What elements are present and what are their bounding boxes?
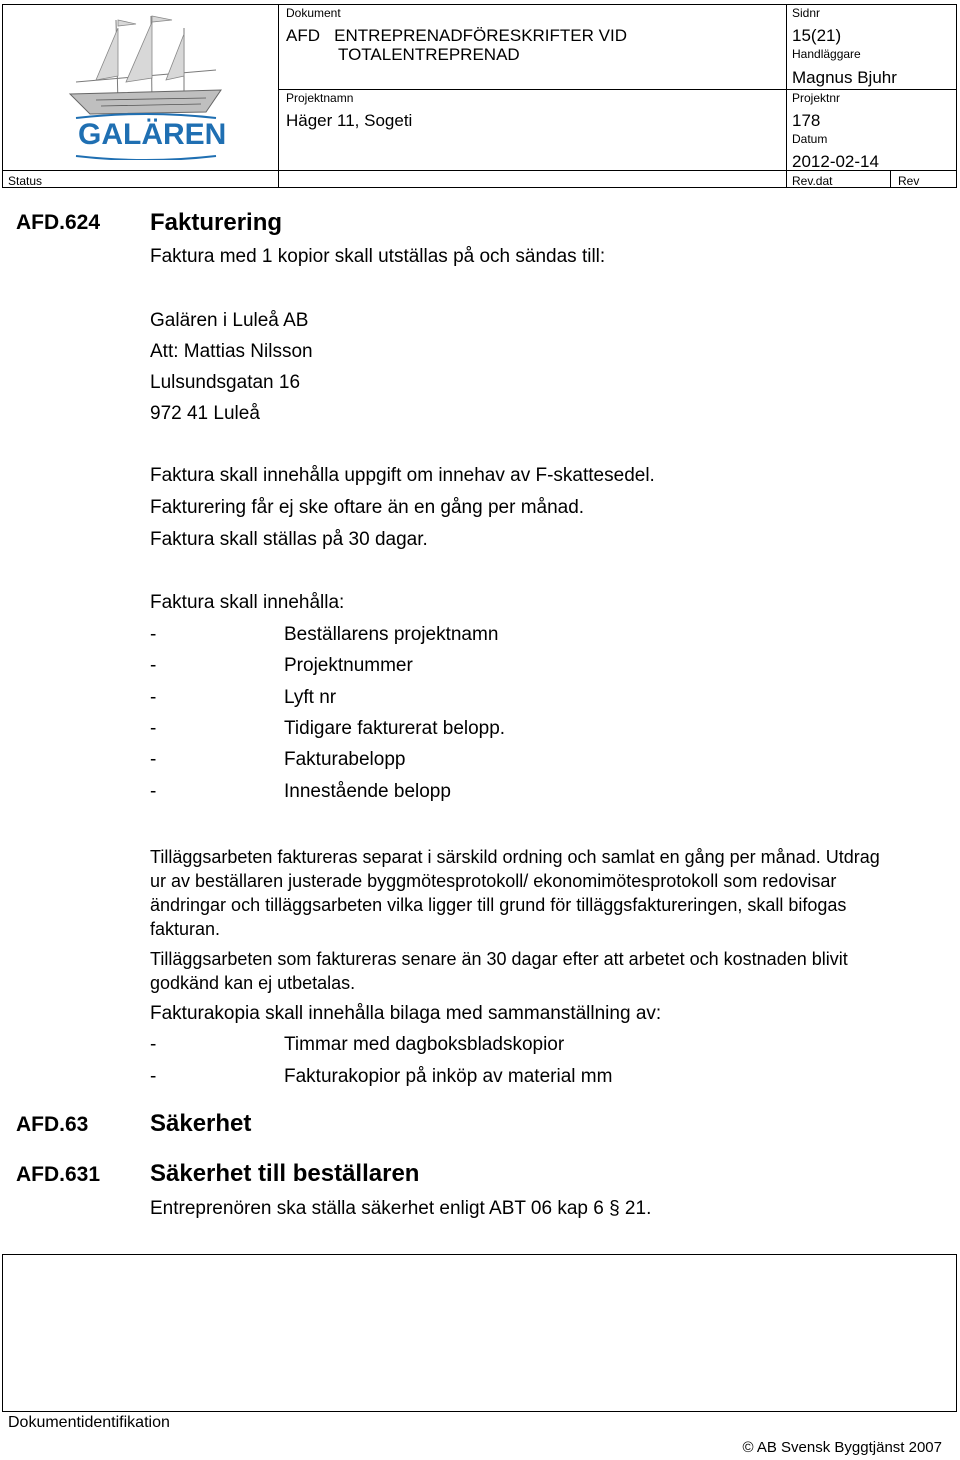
security-text: Entreprenören ska ställa säkerhet enligt ABT 06 kap 6 § 21. [150, 1198, 652, 1219]
bullet-dash: - [150, 718, 157, 739]
list-item: Beställarens projektnamn [284, 624, 499, 645]
company-logo [56, 10, 236, 160]
section-title-624: Fakturering [150, 209, 283, 236]
rule-line: Faktura skall innehålla uppgift om innehav av F-skattesedel. [150, 465, 655, 486]
header-divider-right [786, 4, 787, 188]
address-line: 972 41 Luleå [150, 403, 260, 424]
dokument-line-2: TOTALENTREPRENAD [338, 45, 520, 64]
invoice-intro: Faktura med 1 kopior skall utställas på och sändas till: [150, 246, 606, 267]
header-line-projekt [278, 89, 957, 90]
sidnr-label: Sidnr [792, 6, 821, 20]
header-divider-logo [278, 4, 279, 188]
bullet-dash: - [150, 1066, 157, 1087]
handlaggare-value: Magnus Bjuhr [792, 68, 897, 87]
footer-frame [2, 1254, 957, 1412]
rule-line: Faktura skall ställas på 30 dagar. [150, 529, 428, 550]
late-invoice-paragraph: Tilläggsarbeten som faktureras senare än 30 dagar efter att arbetet och kostnaden blivit godkänd kan ej utbetalas. [150, 949, 848, 993]
contents-intro: Faktura skall innehålla: [150, 592, 345, 613]
projektnamn-label: Projektnamn [286, 91, 354, 105]
section-title-63: Säkerhet [150, 1110, 252, 1137]
address-line: Galären i Luleå AB [150, 310, 309, 331]
doc-id-label: Dokumentidentifikation [8, 1414, 170, 1431]
list-item: Projektnummer [284, 655, 413, 676]
projektnr-value: 178 [792, 111, 821, 130]
section-title-631: Säkerhet till beställaren [150, 1160, 420, 1187]
bullet-dash: - [150, 624, 157, 645]
logo-text: GALÄREN [78, 118, 227, 151]
section-code-624: AFD.624 [16, 211, 101, 234]
rule-line: Fakturering får ej ske oftare än en gång per månad. [150, 497, 585, 518]
bullet-dash: - [150, 655, 157, 676]
rev-label: Rev [898, 174, 920, 188]
list-item: Innestående belopp [284, 781, 451, 802]
projektnamn-value: Häger 11, Sogeti [286, 111, 413, 130]
section-code-63: AFD.63 [16, 1113, 89, 1136]
datum-value: 2012-02-14 [792, 152, 879, 171]
extra-work-paragraph: Tilläggsarbeten faktureras separat i särskild ordning och samlat en gång per månad. Utdrag ur av beställaren justerade byggmötesprotokoll/ ekonomimötesprotokoll som redovisar ändringar och tilläggsarbeten vilka ligger till grund för tilläggsfaktureringen, skall bifogas fakturan. [150, 847, 880, 939]
address-line: Lulsundsgatan 16 [150, 372, 301, 393]
revdat-label: Rev.dat [792, 174, 833, 188]
datum-label: Datum [792, 132, 828, 146]
bullet-dash: - [150, 1034, 157, 1055]
list-item: Lyft nr [284, 687, 337, 708]
address-line: Att: Mattias Nilsson [150, 341, 313, 362]
bullet-dash: - [150, 687, 157, 708]
bullet-dash: - [150, 749, 157, 770]
list-item: Timmar med dagboksbladskopior [284, 1034, 565, 1055]
list-item: Tidigare fakturerat belopp. [284, 718, 506, 739]
header-divider-rev [890, 170, 891, 188]
list-item: Fakturabelopp [284, 749, 406, 770]
copyright-text: © AB Svensk Byggtjänst 2007 [742, 1439, 942, 1456]
dokument-line-1: AFD ENTREPRENADFÖRESKRIFTER VID [286, 26, 627, 45]
bullet-dash: - [150, 781, 157, 802]
sidnr-value: 15(21) [792, 26, 842, 45]
invoice-copy-paragraph: Fakturakopia skall innehålla bilaga med sammanställning av: [150, 1003, 662, 1024]
status-label: Status [8, 174, 43, 188]
section-code-631: AFD.631 [16, 1163, 101, 1186]
handlaggare-label: Handläggare [792, 47, 861, 61]
dokument-label: Dokument [286, 6, 341, 20]
projektnr-label: Projektnr [792, 91, 841, 105]
list-item: Fakturakopior på inköp av material mm [284, 1066, 613, 1087]
